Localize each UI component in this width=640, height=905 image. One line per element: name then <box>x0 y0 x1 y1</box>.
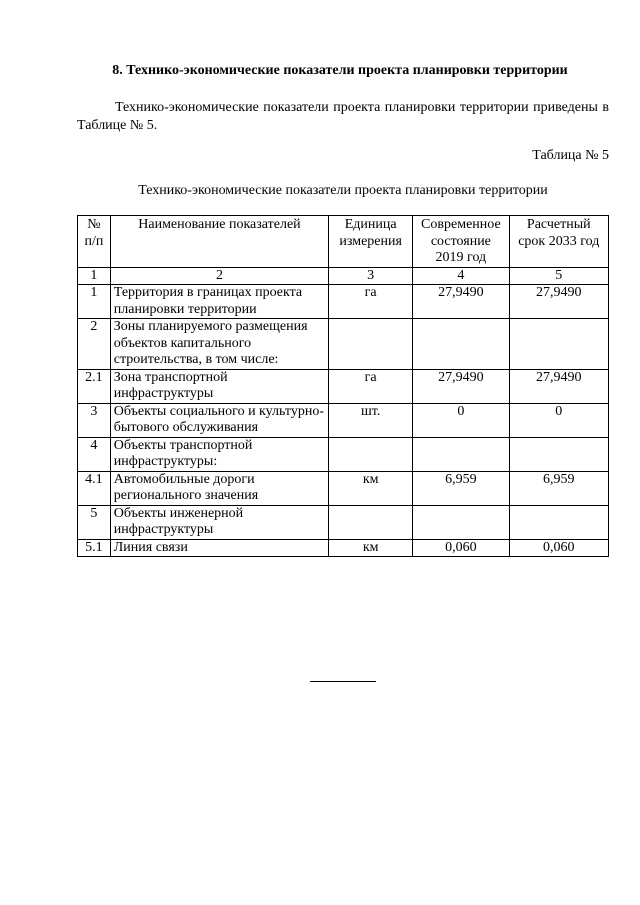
column-number: 3 <box>329 267 413 285</box>
row-current: 27,9490 <box>413 369 509 403</box>
row-calculated: 0 <box>509 403 608 437</box>
column-number: 2 <box>110 267 328 285</box>
row-current: 0 <box>413 403 509 437</box>
row-current: 27,9490 <box>413 285 509 319</box>
table-row <box>78 471 609 505</box>
section-heading: 8. Технико-экономические показатели проекта планировки территории <box>112 63 568 78</box>
row-current <box>413 319 509 370</box>
row-name: Объекты транспортной инфраструктуры: <box>110 437 328 471</box>
row-name: Территория в границах проекта планировки территории <box>110 285 328 319</box>
row-unit <box>329 437 413 471</box>
row-name: Объекты социального и культурно-бытового обслуживания <box>110 403 328 437</box>
row-unit: га <box>329 285 413 319</box>
end-divider-line <box>310 681 376 682</box>
row-calculated <box>509 505 608 539</box>
table-row <box>78 505 609 539</box>
row-name: Зоны планируемого размещения объектов капитального строительства, в том числе: <box>110 319 328 370</box>
row-name: Объекты инженерной инфраструктуры <box>110 505 328 539</box>
row-calculated <box>509 319 608 370</box>
row-number: 3 <box>78 403 111 437</box>
row-current: 6,959 <box>413 471 509 505</box>
header-name: Наименование показателей <box>110 216 328 268</box>
header-calculated: Расчетный срок 2033 год <box>509 216 608 268</box>
row-unit <box>329 319 413 370</box>
header-current: Современное состояние 2019 год <box>413 216 509 268</box>
row-number: 2.1 <box>78 369 111 403</box>
row-unit: км <box>329 471 413 505</box>
table-row <box>78 285 609 319</box>
row-calculated <box>509 437 608 471</box>
row-current <box>413 437 509 471</box>
row-current <box>413 505 509 539</box>
row-number: 4.1 <box>78 471 111 505</box>
intro-paragraph <box>77 99 609 135</box>
row-number: 5 <box>78 505 111 539</box>
table-row <box>78 369 609 403</box>
column-number: 1 <box>78 267 111 285</box>
row-current: 0,060 <box>413 539 509 557</box>
row-number: 1 <box>78 285 111 319</box>
column-number: 5 <box>509 267 608 285</box>
table-header-row <box>78 216 609 268</box>
column-number: 4 <box>413 267 509 285</box>
row-name: Автомобильные дороги регионального значения <box>110 471 328 505</box>
column-number-row <box>78 267 609 285</box>
table-caption: Технико-экономические показатели проекта планировки территории <box>138 183 548 198</box>
row-name: Линия связи <box>110 539 328 557</box>
table-row <box>78 539 609 557</box>
row-calculated: 6,959 <box>509 471 608 505</box>
row-unit: км <box>329 539 413 557</box>
row-calculated: 27,9490 <box>509 369 608 403</box>
row-calculated: 0,060 <box>509 539 608 557</box>
indicators-table <box>77 215 609 557</box>
row-unit: га <box>329 369 413 403</box>
row-calculated: 27,9490 <box>509 285 608 319</box>
row-number: 5.1 <box>78 539 111 557</box>
row-unit: шт. <box>329 403 413 437</box>
header-unit: Единица измерения <box>329 216 413 268</box>
table-row <box>78 437 609 471</box>
row-name: Зона транспортной инфраструктуры <box>110 369 328 403</box>
table-row <box>78 403 609 437</box>
header-number: № п/п <box>78 216 111 268</box>
row-unit <box>329 505 413 539</box>
table-row <box>78 319 609 370</box>
row-number: 2 <box>78 319 111 370</box>
table-number: Таблица № 5 <box>532 148 609 163</box>
row-number: 4 <box>78 437 111 471</box>
intro-text: Технико-экономические показатели проекта планировки территории приведены в Таблице № 5. <box>77 100 609 133</box>
